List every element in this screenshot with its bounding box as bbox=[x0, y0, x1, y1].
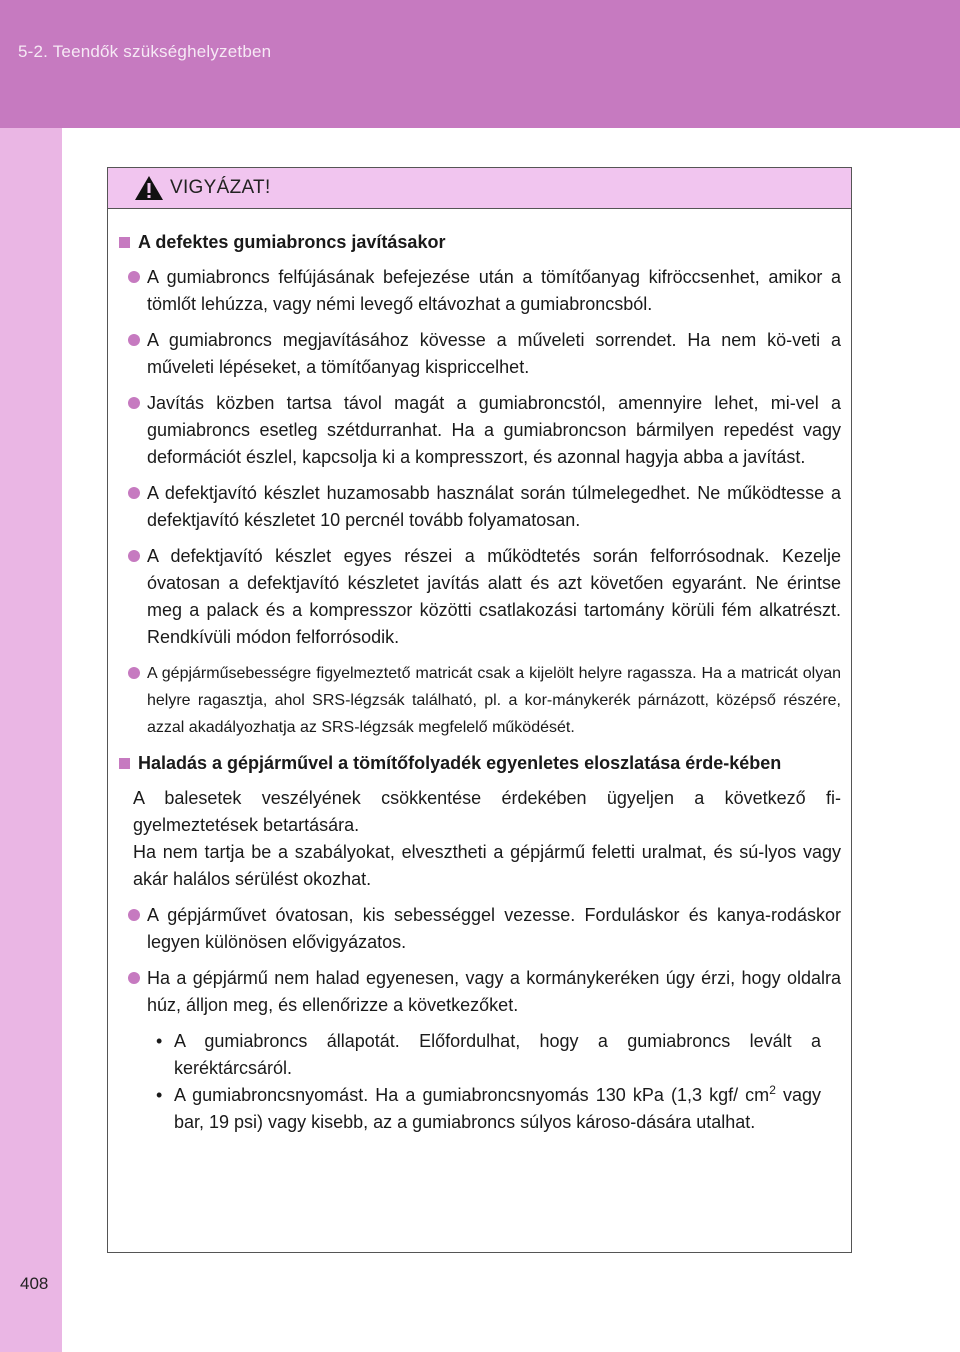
warning-title: VIGYÁZAT! bbox=[170, 177, 271, 198]
warning-box bbox=[107, 167, 852, 1253]
list-item: A defektjavító készlet egyes részei a működtetés során felforrósodnak. Kezelje óvatosan a defektjavító készletet javítás alatt és azt követően egyaránt. Ne érintse meg a palack és a kompresszor közötti csatlakozási tartomány körüli fém alkatrészt. Rendkívüli módon felforrósodik. bbox=[118, 543, 841, 651]
list-item: Javítás közben tartsa távol magát a gumiabroncstól, amennyire lehet, mi-vel a gumiabroncs esetleg szétdurranhat. Ha a gumiabroncson bármilyen repedést vagy deformációt észlel, kapcsolja ki a kompresszort, és azonnal hagyja abba a javítást. bbox=[118, 390, 841, 471]
warning-header bbox=[108, 168, 851, 209]
list-item: A gépjárművet óvatosan, kis sebességgel vezesse. Forduláskor és kanya-rodáskor legyen különösen elővigyázatos. bbox=[118, 902, 841, 956]
list-item: A gépjárműsebességre figyelmeztető matricát csak a kijelölt helyre ragassza. Ha a matricát olyan helyre ragasztja, ahol SRS-légzsák található, pl. a kor-mánykerék párnázott, középső részére, azzal akadályozhatja az SRS-légzsák megfelelő működését. bbox=[118, 660, 841, 741]
sub-list-item bbox=[156, 1082, 841, 1136]
page-number: 408 bbox=[20, 1274, 49, 1293]
sub-item-text-end: vagy bar, 19 psi) vagy kisebb, az a gumiabroncs súlyos károso-dására utalhat. bbox=[174, 1085, 821, 1132]
list-item: A defektjavító készlet huzamosabb használat során túlmelegedhet. Ne működtesse a defektjavító készletet 10 percnél tovább folyamatosan. bbox=[118, 480, 841, 534]
round-bullet-icon bbox=[128, 972, 140, 984]
section-label: 5-2. Teendők szükséghelyzetben bbox=[18, 42, 272, 61]
round-bullet-icon bbox=[128, 397, 140, 409]
section-heading: Haladás a gépjárművel a tömítőfolyadék egyenletes eloszlatása érde-kében bbox=[118, 750, 841, 777]
superscript: 2 bbox=[769, 1083, 776, 1097]
list-item: A gumiabroncs megjavításához kövesse a műveleti sorrendet. Ha nem kö-veti a műveleti lépéseket, a tömítőanyag kispriccelhet. bbox=[118, 327, 841, 381]
round-bullet-icon bbox=[128, 271, 140, 283]
list-item: Ha a gépjármű nem halad egyenesen, vagy a kormánykeréken úgy érzi, hogy oldalra húz, álljon meg, és ellenőrizze a következőket. bbox=[118, 965, 841, 1019]
header-band bbox=[0, 0, 960, 128]
round-bullet-icon bbox=[128, 487, 140, 499]
small-dot-icon: • bbox=[156, 1031, 163, 1051]
square-bullet-icon bbox=[119, 237, 130, 248]
section-heading: A defektes gumiabroncs javításakor bbox=[118, 229, 841, 256]
round-bullet-icon bbox=[128, 909, 140, 921]
round-bullet-icon bbox=[128, 667, 140, 679]
sub-list-item: • A gumiabroncs állapotát. Előfordulhat, hogy a gumiabroncs levált a keréktárcsáról. bbox=[156, 1028, 841, 1082]
square-bullet-icon bbox=[119, 758, 130, 769]
sub-list bbox=[118, 1028, 841, 1136]
warning-body bbox=[108, 209, 851, 1136]
side-color-band bbox=[0, 0, 62, 1352]
round-bullet-icon bbox=[128, 550, 140, 562]
sub-item-text-start: A gumiabroncsnyomást. Ha a gumiabroncsnyomás 130 kPa (1,3 kgf/ cm bbox=[174, 1085, 770, 1105]
small-dot-icon: • bbox=[156, 1085, 163, 1105]
intro-paragraph: A balesetek veszélyének csökkentése érdekében ügyeljen a következő fi-gyelmeztetések betartására. Ha nem tartja be a szabályokat, elvesztheti a gépjármű feletti uralmat, és sú-lyos vagy akár halálos sérülést okozhat. bbox=[133, 788, 841, 889]
warning-triangle-icon bbox=[134, 175, 164, 201]
list-item: A gumiabroncs felfújásának befejezése után a tömítőanyag kifröccsenhet, amikor a tömlőt lehúzza, vagy némi levegő eltávozhat a gumiabroncsból. bbox=[118, 264, 841, 318]
round-bullet-icon bbox=[128, 334, 140, 346]
